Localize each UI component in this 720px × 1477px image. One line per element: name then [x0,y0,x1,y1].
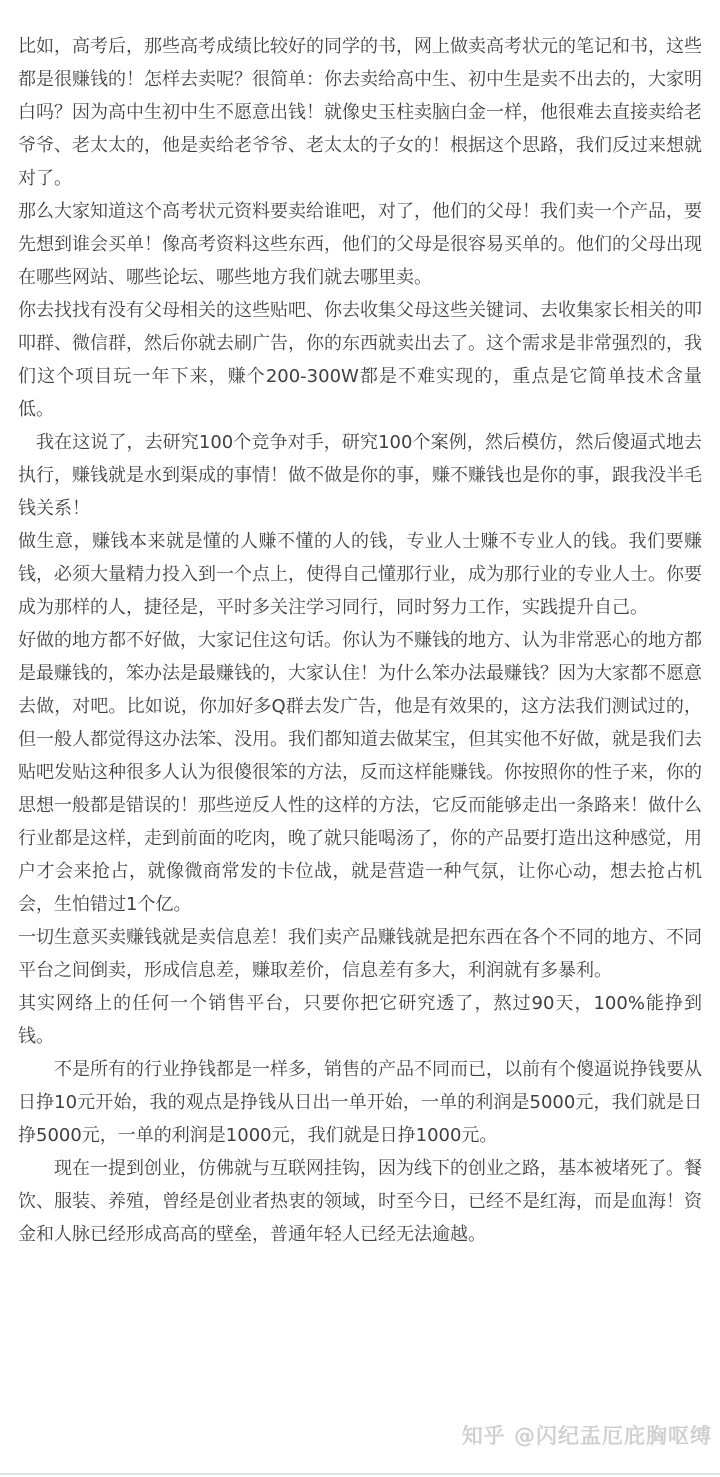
paragraph-10: 现在一提到创业，仿佛就与互联网挂钩，因为线下的创业之路，基本被堵死了。餐饮、服装、养殖，曾经是创业者热衷的领域，时至今日，已经不是红海，而是血海！资金和人脉已经形成高高的壁垒，普通年轻人已经无法逾越。 [18,1158,702,1245]
article-body [18,30,702,1251]
paragraph-6: 好做的地方都不好做，大家记住这句话。你认为不赚钱的地方、认为非常恶心的地方都是最赚钱的，笨办法是最赚钱的，大家认住！为什么笨办法最赚钱？因为大家都不愿意去做，对吧。比如说，你加好多Q群去发广告，他是有效果的，这方法我们测试过的，但一般人都觉得这办法笨、没用。我们都知道去做某宝，但其实他不好做，就是我们去贴吧发贴这种很多人认为很傻很笨的方法，反而这样能赚钱。你按照你的性子来，你的思想一般都是错误的！那些逆反人性的这样的方法，它反而能够走出一条路来！做什么行业都是这样，走到前面的吃肉，晚了就只能喝汤了，你的产品要打造出这种感觉，用户才会来抢占，就像微商常发的卡位战，就是营造一种气氛，让你心动，想去抢占机会，生怕错过1个亿。 [18,630,702,915]
zhihu-watermark: 知乎 @闪纪盂厄庇胸呕缚 [461,1424,712,1448]
paragraph-3: 你去找找有没有父母相关的这些贴吧、你去收集父母这些关键词、去收集家长相关的叩叩群、微信群，然后你就去刷广告，你的东西就卖出去了。这个需求是非常强烈的，我们这个项目玩一年下来，赚个200-300W都是不难实现的，重点是它简单技术含量低。 [18,300,702,420]
paragraph-4: 我在这说了，去研究100个竞争对手，研究100个案例，然后模仿，然后傻逼式地去执行，赚钱就是水到渠成的事情！做不做是你的事，赚不赚钱也是你的事，跟我没半毛钱关系！ [18,432,702,519]
paragraph-1: 比如，高考后，那些高考成绩比较好的同学的书，网上做卖高考状元的笔记和书，这些都是很赚钱的！怎样去卖呢？很简单：你去卖给高中生、初中生是卖不出去的，大家明白吗？因为高中生初中生不愿意出钱！就像史玉柱卖脑白金一样，他很难去直接卖给老爷爷、老太太的，他是卖给老爷爷、老太太的子女的！根据这个思路，我们反过来想就对了。 [18,36,702,189]
paragraph-7: 一切生意买卖赚钱就是卖信息差！我们卖产品赚钱就是把东西在各个不同的地方、不同平台之间倒卖，形成信息差，赚取差价，信息差有多大，利润就有多暴利。 [18,927,702,981]
paragraph-9: 不是所有的行业挣钱都是一样多，销售的产品不同而已，以前有个傻逼说挣钱要从日挣10元开始，我的观点是挣钱从日出一单开始，一单的利润是5000元，我们就是日挣5000元，一单的利润是1000元，我们就是日挣1000元。 [18,1059,702,1146]
paragraph-5: 做生意，赚钱本来就是懂的人赚不懂的人的钱，专业人士赚不专业人的钱。我们要赚钱，必须大量精力投入到一个点上，使得自己懂那行业，成为那行业的专业人士。你要成为那样的人，捷径是，平时多关注学习同行，同时努力工作，实践提升自己。 [18,531,702,618]
paragraph-8: 其实网络上的任何一个销售平台，只要你把它研究透了，熬过90天，100%能挣到钱。 [18,993,702,1047]
bottom-divider [0,1473,720,1475]
paragraph-2: 那么大家知道这个高考状元资料要卖给谁吧，对了，他们的父母！我们卖一个产品，要先想到谁会买单！像高考资料这些东西，他们的父母是很容易买单的。他们的父母出现在哪些网站、哪些论坛、哪些地方我们就去哪里卖。 [18,201,702,288]
